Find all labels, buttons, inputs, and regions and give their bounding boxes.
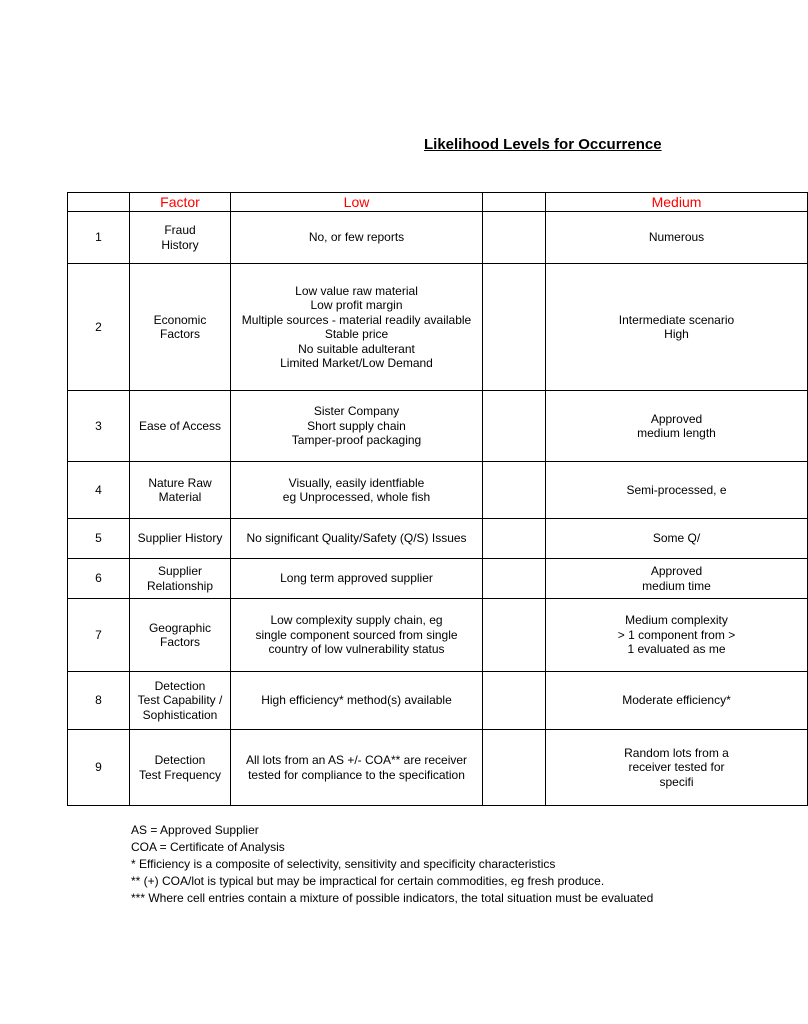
footnote: ** (+) COA/lot is typical but may be impractical for certain commodities, eg fresh produce. bbox=[131, 874, 605, 888]
medium-cell: Moderate efficiency* bbox=[546, 672, 808, 730]
blank-cell bbox=[483, 672, 546, 730]
header-row bbox=[68, 193, 808, 212]
blank-cell bbox=[483, 730, 546, 806]
header-low: Low bbox=[231, 193, 483, 212]
header-blank bbox=[483, 193, 546, 212]
row-number: 7 bbox=[68, 599, 130, 672]
medium-cell: Approved medium length bbox=[546, 391, 808, 462]
factor-cell: Ease of Access bbox=[130, 391, 231, 462]
footnotes bbox=[131, 822, 676, 907]
medium-cell: Semi-processed, e bbox=[546, 462, 808, 519]
row-number: 3 bbox=[68, 391, 130, 462]
factor-cell: Supplier History bbox=[130, 519, 231, 559]
medium-cell: Medium complexity > 1 component from > 1 evaluated as me bbox=[546, 599, 808, 672]
factor-cell: Economic Factors bbox=[130, 264, 231, 391]
medium-cell: Random lots from a receiver tested for specifi bbox=[546, 730, 808, 806]
blank-cell bbox=[483, 462, 546, 519]
blank-cell bbox=[483, 599, 546, 672]
row-number: 5 bbox=[68, 519, 130, 559]
footnote: *** Where cell entries contain a mixture of possible indicators, the total situation must be evaluated bbox=[131, 891, 654, 905]
blank-cell bbox=[483, 391, 546, 462]
low-cell: High efficiency* method(s) available bbox=[231, 672, 483, 730]
footnote: * Efficiency is a composite of selectivity, sensitivity and specificity characteristics bbox=[131, 857, 556, 871]
table-row bbox=[68, 212, 808, 264]
footnote: AS = Approved Supplier bbox=[131, 823, 259, 837]
table-row bbox=[68, 730, 808, 806]
factor-cell: Geographic Factors bbox=[130, 599, 231, 672]
blank-cell bbox=[483, 212, 546, 264]
blank-cell bbox=[483, 559, 546, 599]
medium-cell: Approved medium time bbox=[546, 559, 808, 599]
low-cell: Long term approved supplier bbox=[231, 559, 483, 599]
low-cell: All lots from an AS +/- COA** are receiver tested for compliance to the specification bbox=[231, 730, 483, 806]
blank-cell bbox=[483, 264, 546, 391]
table-row bbox=[68, 519, 808, 559]
low-cell: Sister Company Short supply chain Tamper-proof packaging bbox=[231, 391, 483, 462]
low-cell: Visually, easily identfiable eg Unprocessed, whole fish bbox=[231, 462, 483, 519]
factor-cell: Detection Test Capability / Sophistication bbox=[130, 672, 231, 730]
medium-cell: Numerous bbox=[546, 212, 808, 264]
low-cell: No significant Quality/Safety (Q/S) Issues bbox=[231, 519, 483, 559]
medium-cell: Intermediate scenario High bbox=[546, 264, 808, 391]
row-number: 2 bbox=[68, 264, 130, 391]
table-row bbox=[68, 559, 808, 599]
medium-cell: Some Q/ bbox=[546, 519, 808, 559]
header-factor: Factor bbox=[130, 193, 231, 212]
likelihood-table bbox=[67, 192, 808, 806]
document-title: Likelihood Levels for Occurrence bbox=[424, 136, 662, 153]
factor-cell: Nature Raw Material bbox=[130, 462, 231, 519]
table-row bbox=[68, 462, 808, 519]
table-row bbox=[68, 264, 808, 391]
table-row bbox=[68, 599, 808, 672]
factor-cell: Detection Test Frequency bbox=[130, 730, 231, 806]
footnote: COA = Certificate of Analysis bbox=[131, 840, 285, 854]
row-number: 9 bbox=[68, 730, 130, 806]
row-number: 8 bbox=[68, 672, 130, 730]
row-number: 6 bbox=[68, 559, 130, 599]
factor-cell: Fraud History bbox=[130, 212, 231, 264]
header-number bbox=[68, 193, 130, 212]
row-number: 4 bbox=[68, 462, 130, 519]
factor-cell: Supplier Relationship bbox=[130, 559, 231, 599]
blank-cell bbox=[483, 519, 546, 559]
low-cell: Low complexity supply chain, eg single component sourced from single country of low vulnerability status bbox=[231, 599, 483, 672]
table-row bbox=[68, 391, 808, 462]
header-medium: Medium bbox=[546, 193, 808, 212]
table-row bbox=[68, 672, 808, 730]
row-number: 1 bbox=[68, 212, 130, 264]
low-cell: Low value raw material Low profit margin Multiple sources - material readily available Stable price No suitable adulterant Limited Market/Low Demand bbox=[231, 264, 483, 391]
low-cell: No, or few reports bbox=[231, 212, 483, 264]
